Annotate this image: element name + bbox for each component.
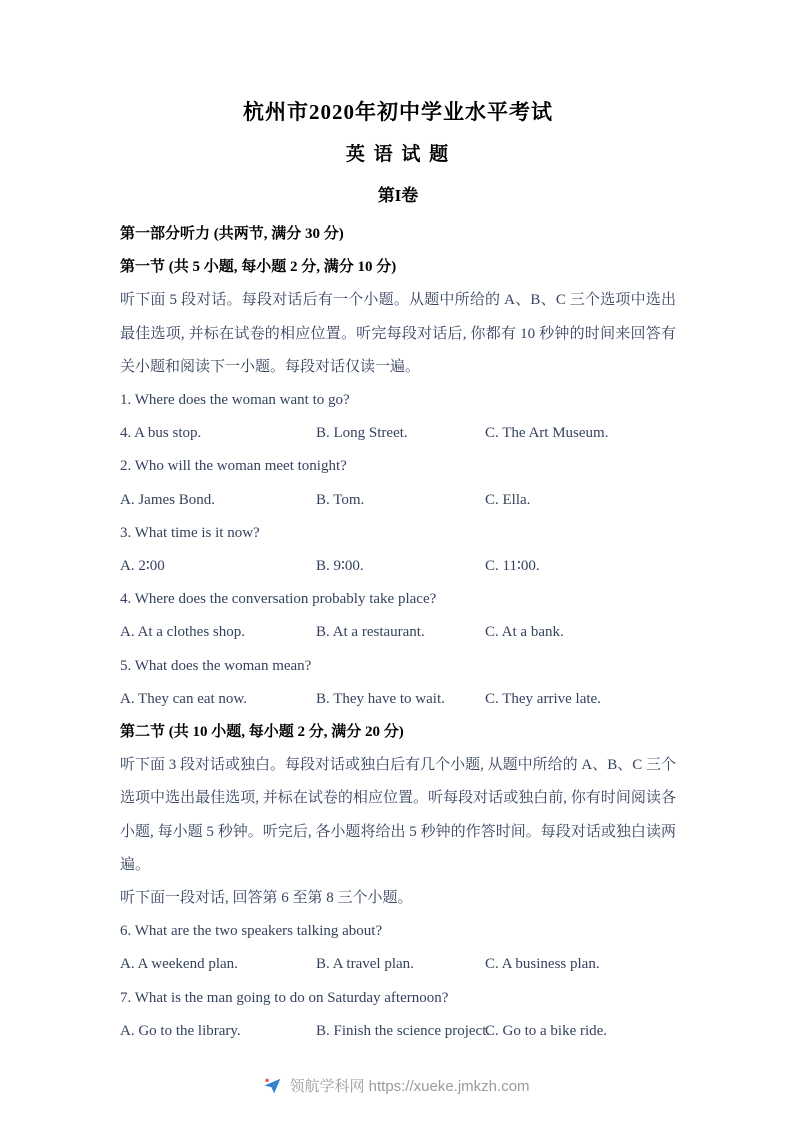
section1-heading: 第一节 (共 5 小题, 每小题 2 分, 满分 10 分) — [120, 259, 397, 276]
question-options — [120, 616, 676, 649]
watermark-footer — [0, 1075, 793, 1096]
section1-instructions: 听下面 5 段对话。每段对话后有一个小题。从题中所给的 A、B、C 三个选项中选出最佳选项, 并标在试卷的相应位置。听完每段对话后, 你都有 10 秒钟的时间来回答有关小题和阅读下一小题。每段对话仅读一遍。 — [120, 292, 676, 375]
question-stem: 5. What does the woman mean? — [120, 657, 312, 674]
option-a: A. A weekend plan. — [120, 956, 238, 973]
question-options — [120, 484, 676, 517]
part1-heading: 第一部分听力 (共两节, 满分 30 分) — [120, 226, 344, 242]
xueke-logo-icon — [263, 1076, 282, 1095]
question-5 — [120, 650, 676, 716]
option-b: B. A travel plan. — [316, 956, 414, 973]
question-options — [120, 417, 676, 450]
question-stem: 4. Where does the conversation probably take place? — [120, 591, 437, 608]
question-4 — [120, 583, 676, 649]
question-options — [120, 948, 676, 981]
question-1 — [120, 384, 676, 450]
option-a: A. James Bond. — [120, 491, 215, 508]
question-stem: 7. What is the man going to do on Saturday afternoon? — [120, 989, 449, 1006]
section2-instructions: 听下面 3 段对话或独白。每段对话或独白后有几个小题, 从题中所给的 A、B、C 三个选项中选出最佳选项, 并标在试卷的相应位置。听每段对话或独白前, 你有时间阅读各小题, 每小题 5 秒钟。听完后, 各小题将给出 5 秒钟的作答时间。每段对话或独白读两遍。 — [120, 757, 676, 873]
option-a: 4. A bus stop. — [120, 425, 202, 442]
exam-content — [120, 218, 676, 1048]
option-c: C. Go to a bike ride. — [485, 1022, 608, 1039]
section2-dialog-note: 听下面一段对话, 回答第 6 至第 8 三个小题。 — [120, 890, 413, 907]
question-3 — [120, 517, 676, 583]
option-c: C. 11∶00. — [485, 558, 540, 575]
option-b: B. At a restaurant. — [316, 624, 425, 641]
exam-title: 杭州市2020年初中学业水平考试 — [243, 100, 553, 124]
option-c: C. A business plan. — [485, 956, 600, 973]
question-stem: 6. What are the two speakers talking about? — [120, 923, 383, 940]
question-stem: 1. Where does the woman want to go? — [120, 392, 350, 409]
option-a: A. 2∶00 — [120, 558, 165, 575]
question-2 — [120, 450, 676, 516]
question-options — [120, 683, 676, 716]
option-c: C. Ella. — [485, 491, 531, 508]
exam-subject: 英 语 试 题 — [345, 144, 451, 165]
option-a: A. At a clothes shop. — [120, 624, 245, 641]
option-c: C. At a bank. — [485, 624, 564, 641]
option-b: B. They have to wait. — [316, 690, 445, 707]
question-options — [120, 550, 676, 583]
option-a: A. They can eat now. — [120, 690, 248, 707]
option-a: A. Go to the library. — [120, 1022, 241, 1039]
option-b: B. 9∶00. — [316, 558, 364, 575]
section2-heading: 第二节 (共 10 小题, 每小题 2 分, 满分 20 分) — [120, 724, 404, 741]
option-b: B. Finish the science project. — [316, 1022, 491, 1039]
option-b: B. Long Street. — [316, 425, 408, 442]
volume-heading: 第I卷 — [377, 186, 419, 205]
question-6 — [120, 915, 676, 981]
option-c: C. The Art Museum. — [485, 425, 609, 442]
question-7 — [120, 982, 676, 1048]
question-options — [120, 1015, 676, 1048]
question-stem: 3. What time is it now? — [120, 524, 260, 541]
question-stem: 2. Who will the woman meet tonight? — [120, 458, 347, 475]
watermark-text: 领航学科网 https://xueke.jmkzh.com — [289, 1078, 530, 1095]
option-c: C. They arrive late. — [485, 690, 601, 707]
option-b: B. Tom. — [316, 491, 365, 508]
